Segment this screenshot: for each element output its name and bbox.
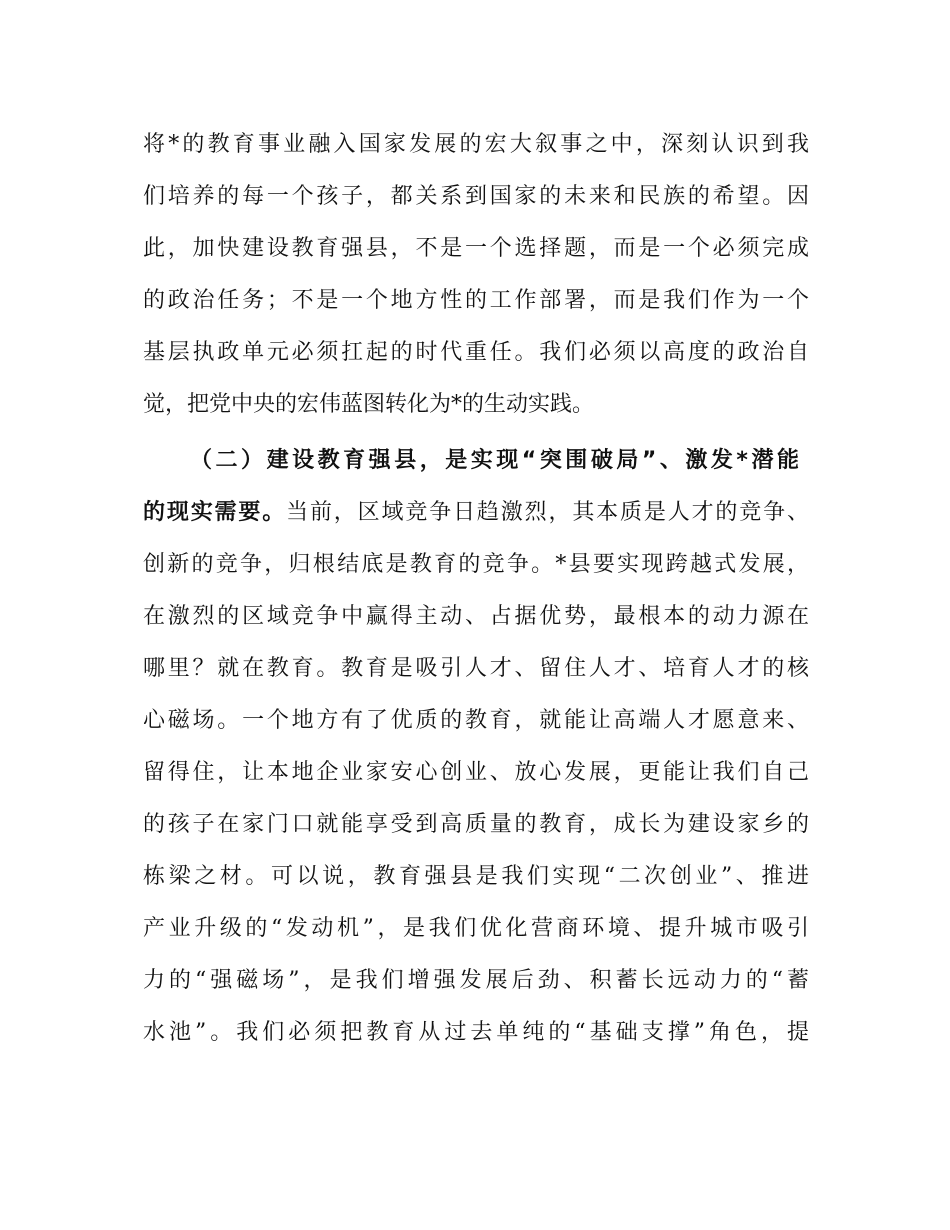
text-line-rest: 当前，区域竞争日趋激烈，其本质是人才的竞争、 — [286, 500, 809, 525]
text-line: 哪里？就在教育。教育是吸引人才、留住人才、培育人才的核 — [143, 656, 809, 681]
text-line: 此，加快建设教育强县，不是一个选择题，而是一个必须完成 — [143, 236, 809, 261]
text-line: 栋梁之材。可以说，教育强县是我们实现“二次创业”、推进 — [143, 864, 809, 889]
document-page — [143, 119, 809, 1059]
text-line: 水池”。我们必须把教育从过去单纯的“基础支撑”角色，提 — [143, 1020, 809, 1045]
text-line: 力的“强磁场”，是我们增强发展后劲、积蓄长远动力的“蓄 — [143, 968, 809, 993]
text-line: 留得住，让本地企业家安心创业、放心发展，更能让我们自己 — [143, 760, 809, 785]
text-line: 觉，把党中央的宏伟蓝图转化为*的生动实践。 — [143, 392, 595, 417]
text-line: 产业升级的“发动机”，是我们优化营商环境、提升城市吸引 — [143, 916, 809, 941]
text-line: 将*的教育事业融入国家发展的宏大叙事之中，深刻认识到我 — [143, 132, 809, 157]
section-heading-tail: 的现实需要。 — [143, 500, 287, 525]
text-line: 的孩子在家门口就能享受到高质量的教育，成长为建设家乡的 — [143, 812, 809, 837]
paragraph-2 — [143, 435, 809, 1059]
text-line: 基层执政单元必须扛起的时代重任。我们必须以高度的政治自 — [143, 340, 809, 365]
section-heading: （二）建设教育强县，是实现“突围破局”、激发*潜能 — [190, 448, 799, 473]
text-line: 们培养的每一个孩子，都关系到国家的未来和民族的希望。因 — [143, 184, 809, 209]
text-line: 创新的竞争，归根结底是教育的竞争。*县要实现跨越式发展， — [143, 552, 809, 577]
text-line — [143, 487, 809, 539]
text-line: 在激烈的区域竞争中赢得主动、占据优势，最根本的动力源在 — [143, 604, 809, 629]
text-line: 的政治任务；不是一个地方性的工作部署，而是我们作为一个 — [143, 288, 809, 313]
paragraph-1 — [143, 119, 809, 431]
text-line: 心磁场。一个地方有了优质的教育，就能让高端人才愿意来、 — [143, 708, 809, 733]
